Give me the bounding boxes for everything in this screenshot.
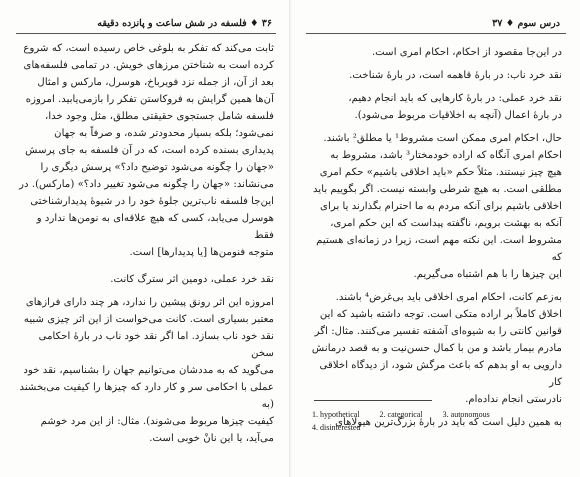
footnote-rule [314,400,432,401]
left-page-header: ۳۶ ♦ فلسفه در شش ساعت و پانزده دقیقه [97,18,272,29]
left-page-body [16,40,274,453]
right-paragraph-6: به همین دلیل است که باید در بارۀ بزرگ‌ترین هیولاهای [335,417,562,428]
right-paragraph-4: حال، احکام امری ممکن است مشروط¹ یا مطلق² باشند. احکام امری آنگاه که اراده خودمختار³ باشد، مشروط به هیچ چیز نیستند. مثلاً حکم «باید اخلاقی باشیم» حکم امری مطلقی است. به هیچ شرطی وابسته نیست. اگر بگوییم باید اخلاقی باشیم برای آنکه مردم به ما احترام بگذارند یا برای آنکه به بهشت برویم، ناگفته پیداست که این حکم امری، مشروط است. این نکته مهم است، زیرا در زمانه‌ای هستیم که این چیزها را با هم اشتباه می‌گیریم. [313,133,562,280]
left-paragraph-2: نقد خرد عملی، دومین اثر سترگ کانت. [110,274,274,285]
footnote-3: 3. autonomous [442,410,490,419]
footnote-4: 4. disinterested [312,423,361,432]
right-page-body [304,44,562,437]
right-paragraph-3: نقد خرد عملی: در بارۀ کارهایی که باید انجام دهیم، در بارۀ اعمال (آنچه به اخلاقیات مربوط می‌شود). [348,93,562,121]
footnotes [312,408,562,434]
right-page-header: درس سوم ♦ ۳۷ [492,18,560,29]
left-paragraph-1: ثابت می‌کند که تفکر به بلوغی خاص رسیده است، که شروع کرده است به شناختن مرزهای خویش. در تمامی فلسفه‌های بعد از آن، از جمله نزد فویرباخ، هوسرل، مارکس و امثال آن‌ها همین گرایش به فروکاستن تفکر را بازمی‌یابید. امروزه فلسفه شامل جستجوی حقیقتی مطلق، مثل وجود خدا، نمی‌شود؛ بلکه بسیار محدودتر شده، و صرفاً به جهان پدیداری بسنده کرده است، که در آن فلسفه به جای پرسش «جهان را چگونه می‌شود توضیح داد؟» پرسش دیگری را می‌نشاند: «جهان را چگونه می‌شود تغییر داد؟» (مارکس). در این‌جا فلسفه ناب‌ترین جلوۀ خود را در شیوۀ پدیدارشناختی هوسرل می‌یابد، کسی که هیچ علاقه‌ای به نومن‌ها ندارد و فقط متوجه فنومن‌ها [یا پدیدارها] است. [19,43,274,258]
left-header-rule [16,33,276,34]
right-header-rule [306,33,566,34]
right-paragraph-1: در این‌جا مقصود از احکام، احکام امری است. [371,47,562,58]
footnote-2: 2. categorical [379,410,423,419]
right-paragraph-2: نقد خرد ناب: در بارۀ قاهمه است، در بارۀ شناخت. [349,70,562,81]
left-paragraph-3: امروزه این اثر رونق پیشین را ندارد، هر چند دارای فرازهای معتبر بسیاری است. کانت می‌خواست از این اثر چیزی شبیه نقد خود ناب بسازد. اما اگر نقد خود ناب در بارۀ احکامی سخن می‌گوید که به مددشان می‌توانیم جهان را بشناسیم، نقد خود عملی با احکامی سر و کار دارد که چیزها را کیفیت می‌بخشند (به کیفیت چیزها مربوط می‌شوند). مثال: از این مرد خوشم می‌آید، یا این نانْ خوبی است. [19,297,274,444]
footnote-1: 1. hypothetical [312,410,360,419]
right-page [290,0,580,477]
right-paragraph-5: به‌زعم کانت، احکام امری اخلاقی باید بی‌غرض⁴ باشند. اخلاق کاملاً بر اراده متکی است. توجه داشته باشید که این قوانین کانتی را به شیوه‌ای آشفته تفسیر می‌کنند. مثال: اگر مادرم بیمار باشد و من با کمال حسن‌نیت و به قصد درمانش دارویی به او بدهم که باعث مرگش شود، از دیدگاه اخلاقی کار نادرستی انجام نداده‌ام. [311,292,562,405]
